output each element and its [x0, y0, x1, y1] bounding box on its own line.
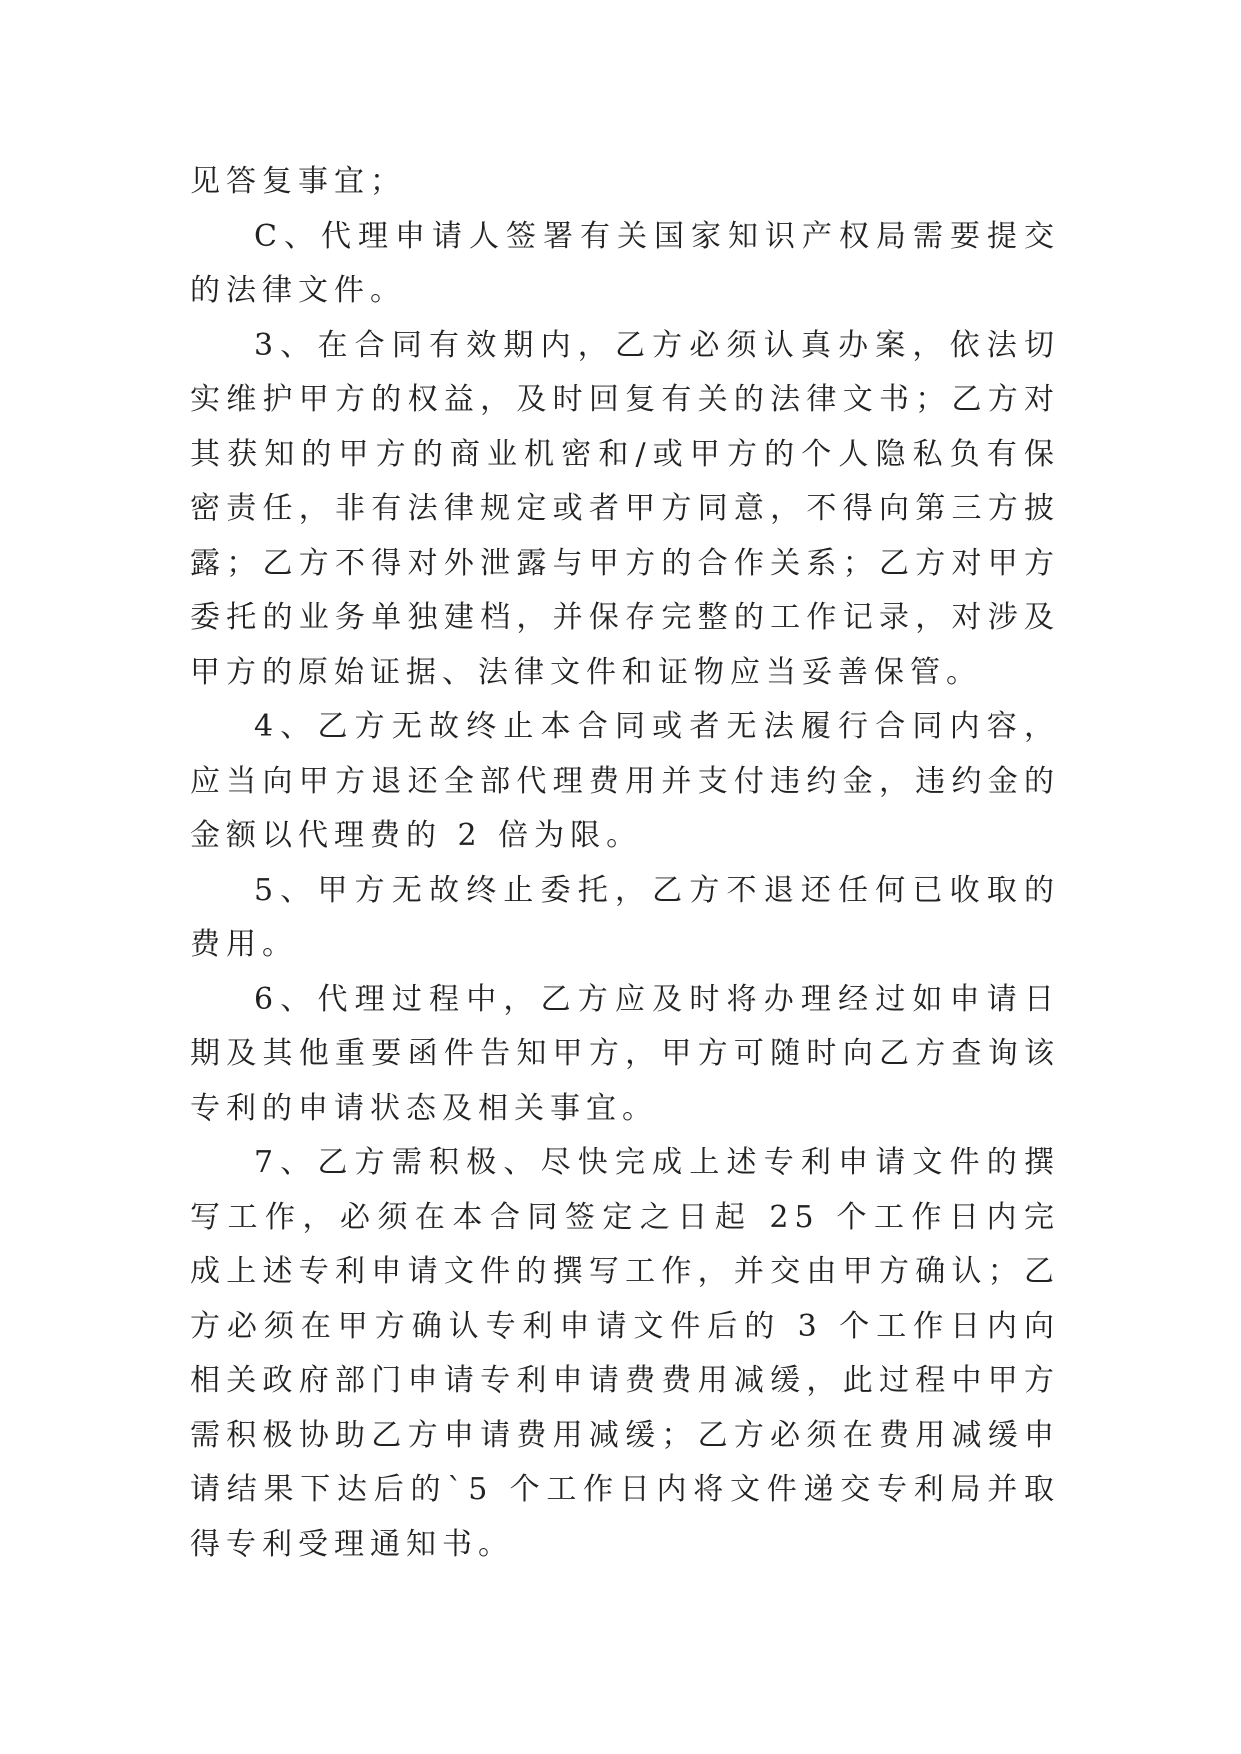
paragraph-clause-7: 7、乙方需积极、尽快完成上述专利申请文件的撰写工作，必须在本合同签定之日起 25 个工作日内完成上述专利申请文件的撰写工作，并交由甲方确认；乙方必须在甲方确认专利申请文件后的 3 个工作日内向相关政府部门申请专利申请费费用减缓，此过程中甲方需积极协助乙方申请费用减缓；乙方必须在费用减缓申请结果下达后的`5 个工作日内将文件递交专利局并取得专利受理通知书。	[190, 1145, 1060, 1562]
document-body	[190, 155, 1060, 1572]
paragraph-clause-4: 4、乙方无故终止本合同或者无法履行合同内容，应当向甲方退还全部代理费用并支付违约金，违约金的金额以代理费的 2 倍为限。	[190, 709, 1060, 853]
paragraph-clause-6: 6、代理过程中，乙方应及时将办理经过如申请日期及其他重要函件告知甲方，甲方可随时向乙方查询该专利的申请状态及相关事宜。	[190, 981, 1060, 1126]
paragraph-continuation: 见答复事宜；	[190, 164, 406, 199]
paragraph-clause-3: 3、在合同有效期内，乙方必须认真办案，依法切实维护甲方的权益，及时回复有关的法律文书；乙方对其获知的甲方的商业机密和/或甲方的个人隐私负有保密责任，非有法律规定或者甲方同意，不得向第三方披露；乙方不得对外泄露与甲方的合作关系；乙方对甲方委托的业务单独建档，并保存完整的工作记录，对涉及甲方的原始证据、法律文件和证物应当妥善保管。	[190, 327, 1060, 690]
paragraph-clause-c: C、代理申请人签署有关国家知识产权局需要提交的法律文件。	[190, 218, 1060, 308]
paragraph-clause-5: 5、甲方无故终止委托，乙方不退还任何已收取的费用。	[190, 872, 1060, 962]
